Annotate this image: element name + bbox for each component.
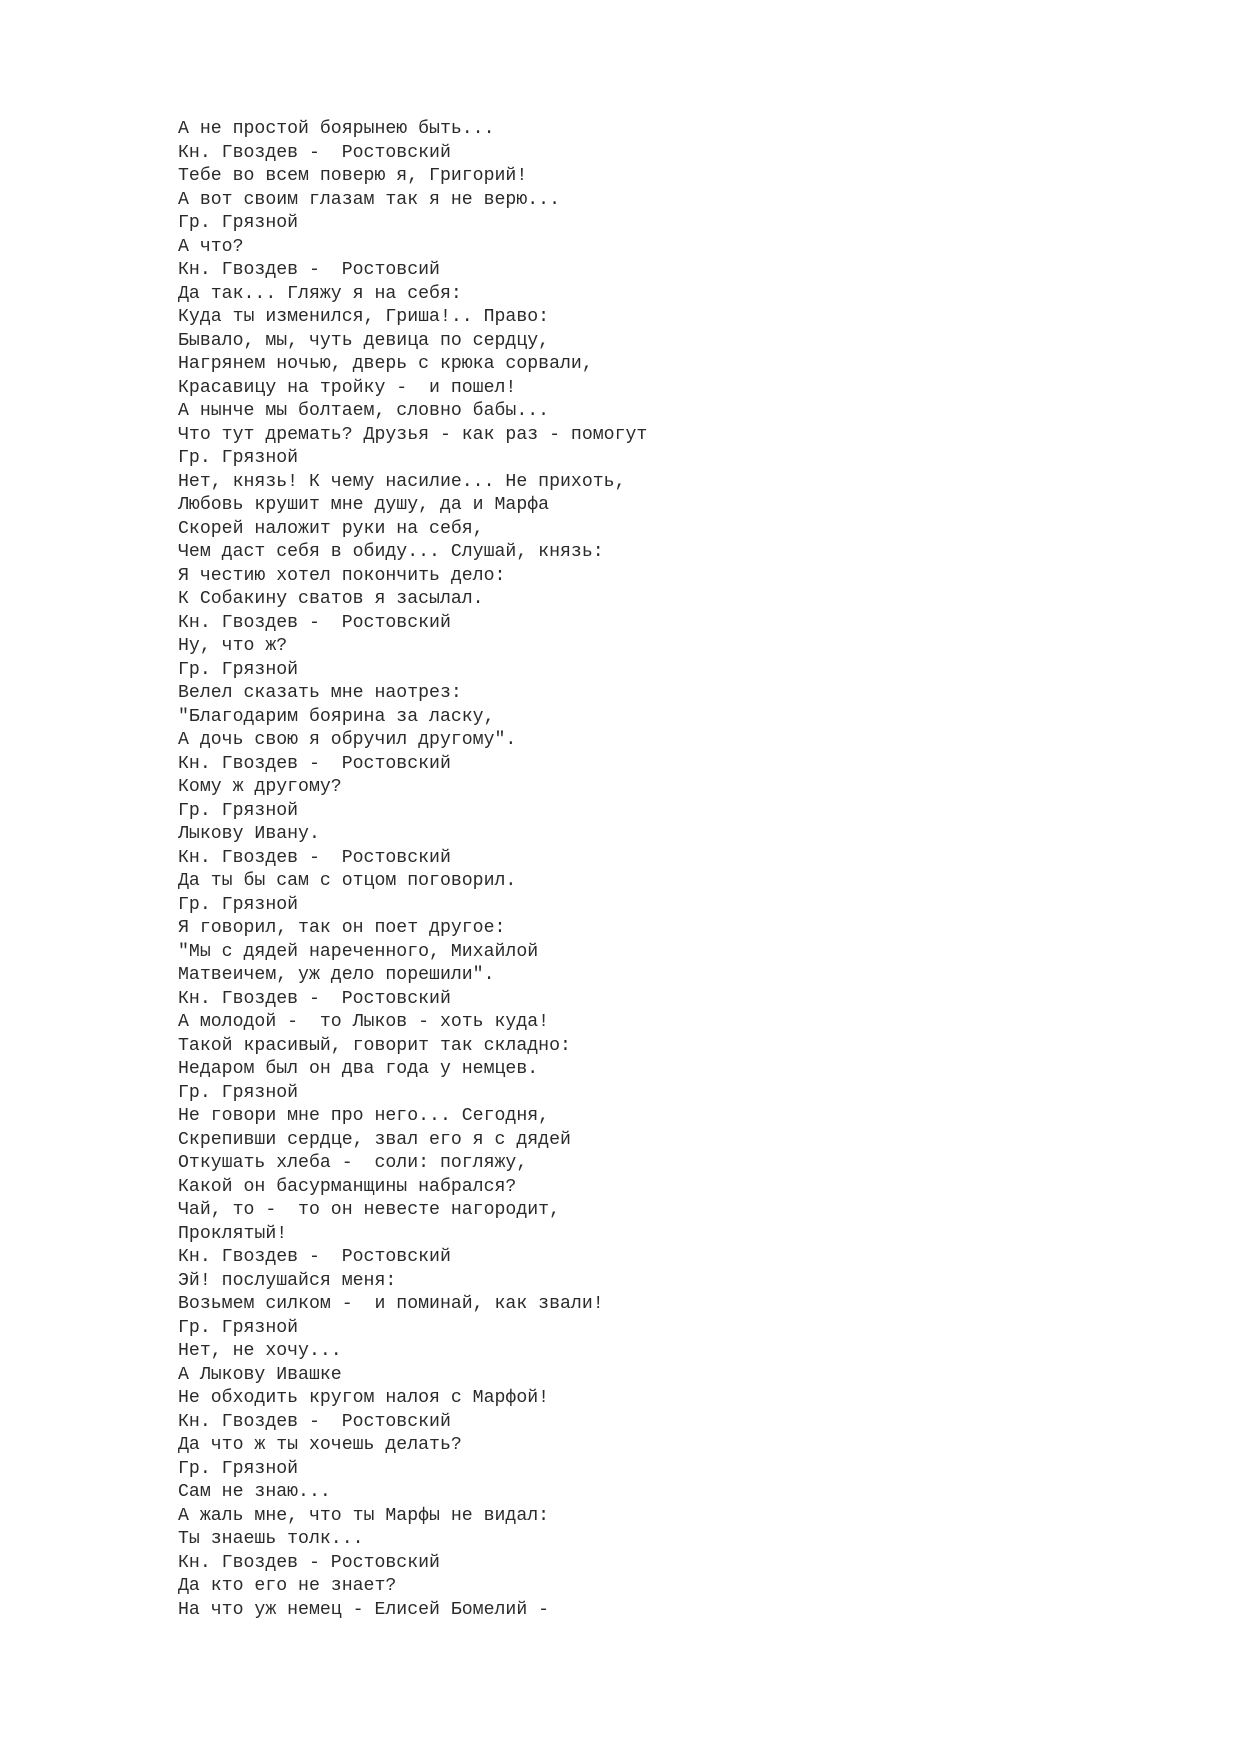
text-line: А молодой - то Лыков - хоть куда! — [178, 1012, 550, 1032]
text-line: Кому ж другому? — [178, 777, 342, 797]
text-line: Гр. Грязной — [178, 1082, 299, 1103]
text-line: Кн. Гвоздев - Ростовский — [178, 753, 451, 774]
text-line: Я говорил, так он поет другое: — [178, 918, 506, 938]
text-line: Кн. Гвоздев - Ростовский — [178, 1411, 451, 1432]
text-line: Возьмем силком - и поминай, как звали! — [178, 1294, 604, 1314]
text-line: Гр. Грязной — [178, 448, 299, 468]
text-line: Да что ж ты хочешь делать? — [178, 1435, 462, 1455]
text-line: А Лыкову Ивашке — [178, 1364, 342, 1385]
text-line: А жаль мне, что ты Марфы не видал: — [178, 1505, 550, 1526]
text-line: Бывало, мы, чуть девица по сердцу, — [178, 330, 550, 351]
text-line: А дочь свою я обручил другому". — [178, 730, 517, 750]
text-line: Гр. Грязной — [178, 1458, 299, 1479]
text-line: Кн. Гвоздев - Ростовский — [178, 988, 451, 1009]
text-line: Нагрянем ночью, дверь с крюка сорвали, — [178, 354, 593, 374]
text-line: Гр. Грязной — [178, 213, 299, 233]
text-line: Скрепивши сердце, звал его я с дядей — [178, 1129, 571, 1150]
text-line: А не простой боярынею быть... — [178, 119, 495, 139]
text-line: Да кто его не знает? — [178, 1576, 397, 1596]
text-line: Не обходить кругом налоя с Марфой! — [178, 1388, 550, 1408]
text-line: Кн. Гвоздев - Ростовсий — [178, 260, 440, 280]
text-line: Велел сказать мне наотрез: — [178, 683, 462, 703]
text-line: Недаром был он два года у немцев. — [178, 1059, 539, 1079]
text-line: Да ты бы сам с отцом поговорил. — [178, 871, 517, 891]
text-line: Любовь крушит мне душу, да и Марфа — [178, 495, 550, 515]
text-line: Гр. Грязной — [178, 894, 299, 915]
text-line: А нынче мы болтаем, словно бабы... — [178, 401, 550, 421]
text-line: Не говори мне про него... Сегодня, — [178, 1106, 550, 1126]
text-line: Тебе во всем поверю я, Григорий! — [178, 166, 528, 186]
text-line: Кн. Гвоздев - Ростовский — [178, 847, 451, 868]
text-line: Чай, то - то он невесте нагородит, — [178, 1200, 560, 1220]
text-line: Ты знаешь толк... — [178, 1529, 364, 1549]
text-line: Гр. Грязной — [178, 659, 299, 680]
text-line: Красавицу на тройку - и пошел! — [178, 377, 517, 398]
text-line: Нет, не хочу... — [178, 1341, 342, 1361]
page-text — [178, 118, 647, 1622]
text-line: Гр. Грязной — [178, 800, 299, 821]
text-line: Какой он басурманщины набрался? — [178, 1176, 517, 1197]
text-line: К Собакину сватов я засылал. — [178, 589, 484, 609]
text-line: Эй! послушайся меня: — [178, 1270, 397, 1291]
text-line: Такой красивый, говорит так складно: — [178, 1035, 571, 1056]
text-line: Проклятый! — [178, 1223, 288, 1244]
text-line: Кн. Гвоздев - Ростовский — [178, 142, 451, 163]
text-line: Гр. Грязной — [178, 1317, 299, 1338]
text-line: Чем даст себя в обиду... Слушай, князь: — [178, 542, 604, 562]
text-line: Лыкову Ивану. — [178, 824, 320, 844]
text-line: А вот своим глазам так я не верю... — [178, 189, 560, 210]
text-line: Кн. Гвоздев - Ростовский — [178, 612, 451, 633]
text-line: Куда ты изменился, Гриша!.. Право: — [178, 307, 550, 327]
text-line: Нет, князь! К чему насилие... Не прихоть, — [178, 471, 626, 492]
text-line: Сам не знаю... — [178, 1482, 331, 1502]
text-line: Что тут дремать? Друзья - как раз - помогут — [178, 424, 648, 445]
text-line: Да так... Гляжу я на себя: — [178, 283, 462, 304]
text-line: На что уж немец - Елисей Бомелий - — [178, 1599, 550, 1620]
text-line: Кн. Гвоздев - Ростовский — [178, 1247, 451, 1267]
text-line: Матвеичем, уж дело порешили". — [178, 965, 495, 985]
text-line: Скорей наложит руки на себя, — [178, 518, 484, 539]
text-line: А что? — [178, 236, 244, 257]
text-line: Я честию хотел покончить дело: — [178, 565, 506, 586]
text-line: Ну, что ж? — [178, 636, 288, 656]
text-line: "Мы с дядей нареченного, Михайлой — [178, 941, 539, 962]
text-line: Откушать хлеба - соли: погляжу, — [178, 1153, 528, 1173]
text-line: Кн. Гвоздев - Ростовский — [178, 1552, 440, 1573]
text-line: "Благодарим боярина за ласку, — [178, 706, 495, 727]
